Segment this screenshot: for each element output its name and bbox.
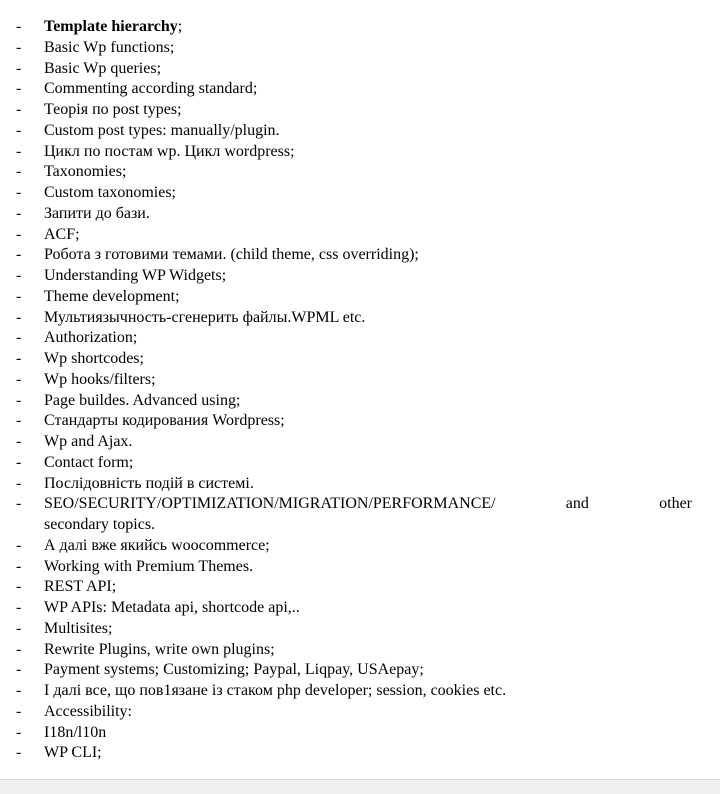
list-item-text: I18n/l10n xyxy=(44,723,107,741)
bullet-dash: - xyxy=(16,370,22,388)
bullet-dash: - xyxy=(16,619,22,637)
list-item-text: Робота з готовими темами. (child theme, css overriding); xyxy=(44,246,419,264)
bullet-dash: - xyxy=(16,184,22,201)
status-bar xyxy=(0,779,720,794)
list-item-text: Цикл по постам wp. Цикл wordpress; xyxy=(44,142,295,160)
list-item xyxy=(0,474,720,495)
list-item xyxy=(0,453,720,474)
list-item xyxy=(0,598,720,619)
bullet-dash: - xyxy=(16,412,22,430)
bullet-dash: - xyxy=(16,142,22,160)
document-page xyxy=(0,17,720,764)
list-item-text: Taxonomies; xyxy=(44,163,127,181)
bullet-dash: - xyxy=(16,474,22,492)
list-item xyxy=(0,411,720,432)
list-item xyxy=(0,121,720,142)
list-item xyxy=(0,432,720,453)
list-item-text-line2: secondary topics. xyxy=(44,516,156,533)
list-item xyxy=(0,79,720,100)
list-item-text: Working with Premium Themes. xyxy=(44,557,254,575)
bullet-dash: - xyxy=(16,80,22,98)
bullet-dash: - xyxy=(16,163,22,181)
list-item-text: Стандарты кодирования Wordpress; xyxy=(44,412,285,430)
list-item-text: Rewrite Plugins, write own plugins; xyxy=(44,640,275,658)
list-item-text: Custom taxonomies; xyxy=(44,184,176,201)
list-item xyxy=(0,17,720,38)
bullet-dash: - xyxy=(16,495,22,513)
list-item xyxy=(0,38,720,59)
list-item-text: Basic Wp queries; xyxy=(44,59,162,77)
bullet-dash: - xyxy=(16,391,22,409)
bullet-dash: - xyxy=(16,59,22,77)
list-item xyxy=(0,723,720,744)
bullet-dash: - xyxy=(16,702,22,720)
list-item-text: Template hierarchy xyxy=(44,18,178,35)
list-item xyxy=(0,370,720,391)
bullet-dash: - xyxy=(16,18,22,35)
list-item xyxy=(0,59,720,80)
bullet-dash: - xyxy=(16,723,22,741)
list-item-text: Accessibility: xyxy=(44,702,132,720)
list-item xyxy=(0,743,720,764)
list-item-text: WP APIs: Metadata api, shortcode api,.. xyxy=(44,599,300,616)
bullet-dash: - xyxy=(16,640,22,658)
bullet-dash: - xyxy=(16,578,22,596)
bullet-dash: - xyxy=(16,350,22,367)
list-item-suffix: ; xyxy=(177,18,183,35)
list-item xyxy=(0,225,720,246)
list-item-text: Запити до бази. xyxy=(44,204,150,222)
bullet-dash: - xyxy=(16,682,22,699)
list-item-text: Wp hooks/filters; xyxy=(44,370,156,388)
list-item xyxy=(0,266,720,287)
bullet-dash: - xyxy=(16,204,22,222)
bullet-dash: - xyxy=(16,453,22,471)
list-item xyxy=(0,557,720,578)
list-item-text: Payment systems; Customizing; Paypal, Liqpay, USAepay; xyxy=(44,661,424,679)
list-item xyxy=(0,494,720,536)
list-item-text: І далі все, що пов1язане із стаком php developer; session, cookies etc. xyxy=(44,682,507,699)
list-item-text: Basic Wp functions; xyxy=(44,38,175,56)
bullet-dash: - xyxy=(16,433,22,450)
list-item-text-part: and xyxy=(565,495,589,513)
list-item xyxy=(0,681,720,702)
list-item-text: Custom post types: manually/plugin. xyxy=(44,121,280,139)
list-item-text-part: other xyxy=(659,495,692,513)
bullet-dash: - xyxy=(16,38,22,56)
bullet-dash: - xyxy=(16,329,22,347)
bullet-dash: - xyxy=(16,267,22,284)
list-item-text: Page buildes. Advanced using; xyxy=(44,391,241,409)
bullet-dash: - xyxy=(16,121,22,139)
list-item-text: Wp and Ajax. xyxy=(44,433,133,450)
list-item-text: Multisites; xyxy=(44,619,113,637)
list-item-text: WP CLI; xyxy=(44,744,102,762)
list-item-text: Послідовність подій в системі. xyxy=(44,474,254,492)
bullet-dash: - xyxy=(16,225,22,243)
list-item xyxy=(0,100,720,121)
bullet-dash: - xyxy=(16,101,22,118)
list-item xyxy=(0,660,720,681)
list-item xyxy=(0,536,720,557)
bullet-dash: - xyxy=(16,557,22,575)
bullet-dash: - xyxy=(16,599,22,616)
list-item-text-part: SEO/SECURITY/OPTIMIZATION/MIGRATION/PERFORMANCE/ xyxy=(44,495,496,513)
list-item xyxy=(0,640,720,661)
list-item xyxy=(0,577,720,598)
bullet-dash: - xyxy=(16,308,22,326)
list-item-text: Мультиязычность-сгенерить файлы.WPML etc. xyxy=(44,308,366,326)
list-item xyxy=(0,619,720,640)
list-item xyxy=(0,702,720,723)
list-item-text xyxy=(44,494,692,536)
bullet-dash: - xyxy=(16,744,22,762)
list-item-text: REST API; xyxy=(44,578,117,596)
list-item-text: Commenting according standard; xyxy=(44,80,258,98)
list-item-text: Theme development; xyxy=(44,287,180,305)
list-item xyxy=(0,162,720,183)
list-item xyxy=(0,308,720,329)
list-item-text: А далі вже якийсь woocommerce; xyxy=(44,536,270,554)
list-item xyxy=(0,204,720,225)
bullet-dash: - xyxy=(16,661,22,679)
list-item xyxy=(0,349,720,370)
list-item xyxy=(0,183,720,204)
list-item xyxy=(0,245,720,266)
list-item-text: Теорія по post types; xyxy=(44,101,182,118)
list-item-text: Contact form; xyxy=(44,453,134,471)
bullet-dash: - xyxy=(16,246,22,264)
list-item xyxy=(0,328,720,349)
list-item-text: Understanding WP Widgets; xyxy=(44,267,227,284)
list-item xyxy=(0,391,720,412)
topic-list xyxy=(0,17,720,764)
list-item-text: Authorization; xyxy=(44,329,138,347)
list-item xyxy=(0,142,720,163)
bullet-dash: - xyxy=(16,536,22,554)
bullet-dash: - xyxy=(16,287,22,305)
list-item-text: ACF; xyxy=(44,225,80,243)
list-item xyxy=(0,287,720,308)
list-item-text: Wp shortcodes; xyxy=(44,350,144,367)
